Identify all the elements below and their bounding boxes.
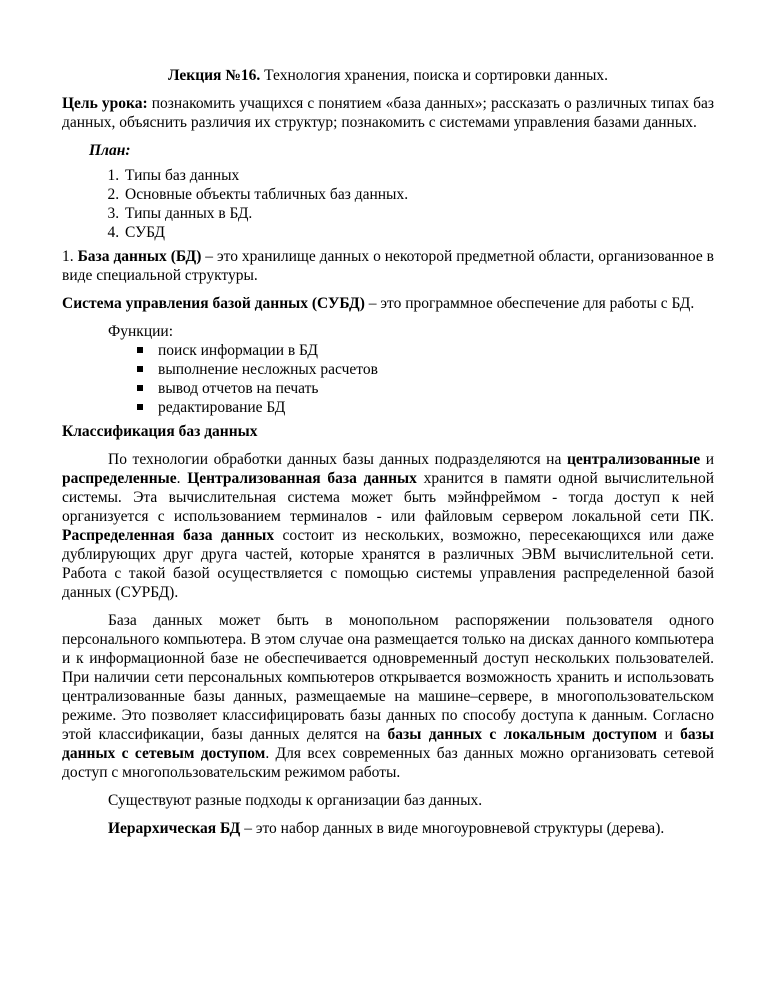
- lecture-title: [62, 66, 714, 85]
- functions-list: [62, 341, 714, 417]
- approaches-paragraph: Существуют разные подходы к организации баз данных.: [108, 792, 483, 809]
- dbms-definition-text: – это программное обеспечение для работы с БД.: [364, 295, 695, 312]
- plan-item: 3. Типы данных в БД.: [123, 204, 714, 223]
- plan-item: 2. Основные объекты табличных баз данных.: [123, 185, 714, 204]
- function-item: выполнение несложных расчетов: [158, 360, 714, 379]
- text-run: – это набор данных в виде многоуровневой структуры (дерева).: [240, 820, 665, 837]
- text-run: .: [176, 470, 188, 487]
- lesson-goal: [62, 94, 714, 132]
- hierarchical-db-paragraph: [62, 819, 714, 838]
- lecture-number: Лекция №16.: [167, 67, 261, 84]
- plan-list: [62, 166, 714, 242]
- dbms-term: Система управления базой данных (СУБД): [62, 295, 365, 312]
- text-run: База данных может быть в монопольном распоряжении пользователя одного персонального компьютера. В этом случае она размещается только на дисках данного компьютера и к информационной базе не обеспечивается одновременный доступ нескольких пользователей. При наличии сети персональных компьютеров открывается возможность хранить и использовать централизованные базы данных, размещаемые на машине–сервере, в многопользовательском режиме. Это позволяет классифицировать базы данных по способу доступа к данным. Согласно этой классификации, базы данных делятся на: [62, 612, 714, 743]
- goal-text: познакомить учащихся с понятием «база данных»; рассказать о различных типах баз данных, объяснить различия их структур; познакомить с системами управления базами данных.: [62, 95, 714, 131]
- term-local-access: базы данных с локальным доступом: [387, 726, 658, 743]
- function-item: поиск информации в БД: [158, 341, 714, 360]
- classification-heading: Классификация баз данных: [62, 423, 258, 440]
- database-definition: [62, 247, 714, 285]
- term-distributed: распределенные: [62, 470, 177, 487]
- lecture-topic: Технология хранения, поиска и сортировки данных.: [260, 67, 609, 84]
- plan-item: 1. Типы баз данных: [123, 166, 714, 185]
- text-run: . Для всех современных баз данных можно организовать сетевой доступ с многопользовательским режимом работы.: [62, 745, 714, 781]
- text-run: и: [657, 726, 681, 743]
- plan-heading: План:: [89, 142, 131, 159]
- database-definition-text: – это хранилище данных о некоторой предметной области, организованное в виде специальной структуры.: [62, 248, 714, 284]
- function-item: редактирование БД: [158, 398, 714, 417]
- goal-label: Цель урока:: [62, 95, 148, 112]
- plan-item: 4. СУБД: [123, 223, 714, 242]
- term-distributed-db: Распределенная база данных: [62, 527, 275, 544]
- term-network-access: базы данных с сетевым доступом: [62, 726, 714, 762]
- term-centralized: централизованные: [566, 451, 701, 468]
- database-term: База данных (БД): [77, 248, 202, 265]
- text-run: хранится в памяти одной вычислительной системы. Эта вычислительная система может быть мэйнфреймом - тогда доступ к ней организуется с использованием терминалов - или файловым сервером локальной сети ПК.: [62, 470, 715, 525]
- text-run: и: [700, 451, 715, 468]
- text-run: состоит из нескольких, возможно, пересекающихся или даже дублирующих друг друга частей, которые хранятся в различных ЭВМ вычислительной сети. Работа с такой базой осуществляется с помощью системы управления распределенной базой данных (СУРБД).: [62, 527, 714, 601]
- functions-heading: Функции:: [108, 323, 174, 340]
- text-run: По технологии обработки данных базы данных подразделяются на: [108, 451, 567, 468]
- processing-technology-paragraph: [62, 450, 714, 602]
- access-method-paragraph: [62, 611, 714, 782]
- function-item: вывод отчетов на печать: [158, 379, 714, 398]
- term-centralized-db: Централизованная база данных: [187, 470, 417, 487]
- term-hierarchical-db: Иерархическая БД: [108, 820, 241, 837]
- dbms-definition: [62, 294, 714, 313]
- section-number: 1.: [62, 248, 78, 265]
